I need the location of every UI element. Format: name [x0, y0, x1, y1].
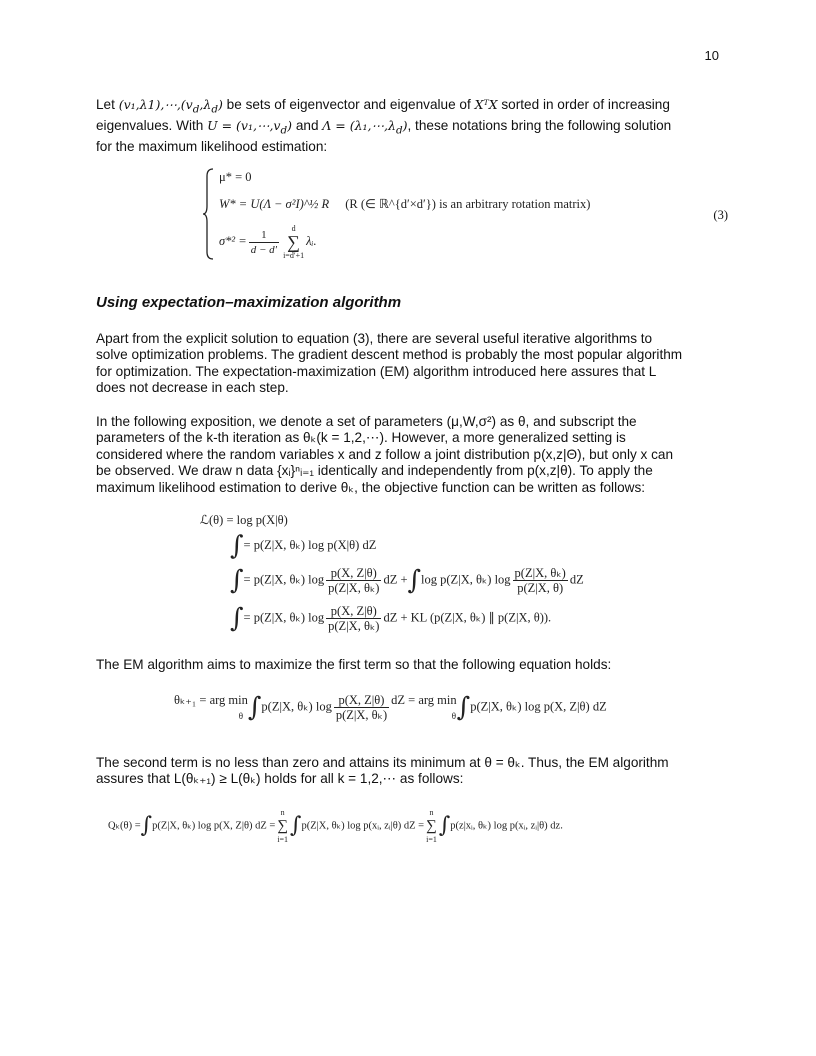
intro-line-2: eigenvalues. With $U = (v_1,\cdots,v_d)$ and $\Lambda = (\lambda_1,\cdots,\lambda_d)$, these notations bring the following solution [96, 117, 672, 137]
intro-line-3: for the maximum likelihood estimation: [96, 138, 328, 154]
intro-line-1: Let $(v_1,\lambda 1),\cdots,(v_d,\lambda_d)$ be sets of eigenvector and eigenvalue of XᵀX sorted in order of increasing [96, 97, 670, 116]
equation-number: (3) [713, 208, 728, 222]
paragraph-3: The EM algorithm aims to maximize the first term so that the following equation holds: [96, 657, 612, 672]
eq-theta-update: θₖ₊₁ = arg min θ ∫p(Z|X, θₖ) log $\frac{p(X, Z|\theta)}{\text{p(Z|X, θₖ)}}$ dZ = arg min θ∫p(Z|X, θₖ) log p(X, Z|θ) dZ [174, 692, 607, 723]
eq-L-line-3: ∫= p(Z|X, θₖ) log $\frac{p(X, Z|\theta)}{\text{p(Z|X, θₖ)}}$ dZ +∫log p(Z|X, θₖ) log $\frac{\text{p(Z|X, θₖ)}}{p(Z|X, \theta)}$ dZ [230, 565, 584, 596]
equation-brace [202, 168, 214, 260]
eq3-row-1: μ* = 0 [219, 170, 252, 184]
section-heading: Using expectation–maximization algorithm [96, 294, 402, 311]
eq-Q-function: Qₖ(θ) =∫p(Z|X, θₖ) log p(X, Z|θ) dZ =n ∑ i=1∫p(Z|X, θₖ) log p(xᵢ, zᵢ|θ) dZ =n ∑ i=1∫p(z|xᵢ, θₖ) log p(xᵢ, zᵢ|θ) dz. [108, 808, 563, 844]
eq3-row-2: W* = U(Λ − σ²I)^½ R (R (∈ ℝ^{d′×d′}) is an arbitrary rotation matrix) [219, 197, 591, 211]
intro-paragraph [96, 97, 720, 155]
eq-L-line-4: ∫= p(Z|X, θₖ) log $\frac{p(X, Z|\theta)}{\text{p(Z|X, θₖ)}}$ dZ + KL (p(Z|X, θₖ) ∥ p(Z|X, θ)). [230, 603, 552, 634]
paragraph-1: Apart from the explicit solution to equation (3), there are several useful iterative algorithms to solve optimization problems. The gradient descent method is probably the most popular algorithm for optimization. The expectation-maximization (EM) algorithm introduced here assures that L does not decrease in each step. [96, 331, 683, 396]
paragraph-2: In the following exposition, we denote a set of parameters (μ,W,σ²) as θ, and subscript the parameters of the k-th iteration as θₖ(k = 1,2,⋯). However, a more generalized setting is considered where the random variables x and z follow a joint distribution p(x,z|Θ), but only x can be observed. We draw n data {xᵢ}ⁿᵢ₌₁ identically and independently from p(x,z|θ). To apply the maximum likelihood estimation to derive θₖ, the objective function can be written as follows: [96, 414, 674, 495]
paragraph-4: The second term is no less than zero and attains its minimum at θ = θₖ. Thus, the EM algorithm assures that L(θₖ₊₁) ≥ L(θₖ) holds for all k = 1,2,⋯ as follows: [96, 755, 669, 787]
eq3-row-3: σ*² = $\frac{1}{d - d'}$ d ∑ i=d′+1λᵢ. [219, 224, 317, 260]
page-number: 10 [704, 48, 719, 63]
eq-L-line-2: ∫= p(Z|X, θₖ) log p(X|θ) dZ [230, 531, 377, 561]
eq-L-line-1: ℒ(θ) = log p(X|θ) [200, 513, 288, 527]
